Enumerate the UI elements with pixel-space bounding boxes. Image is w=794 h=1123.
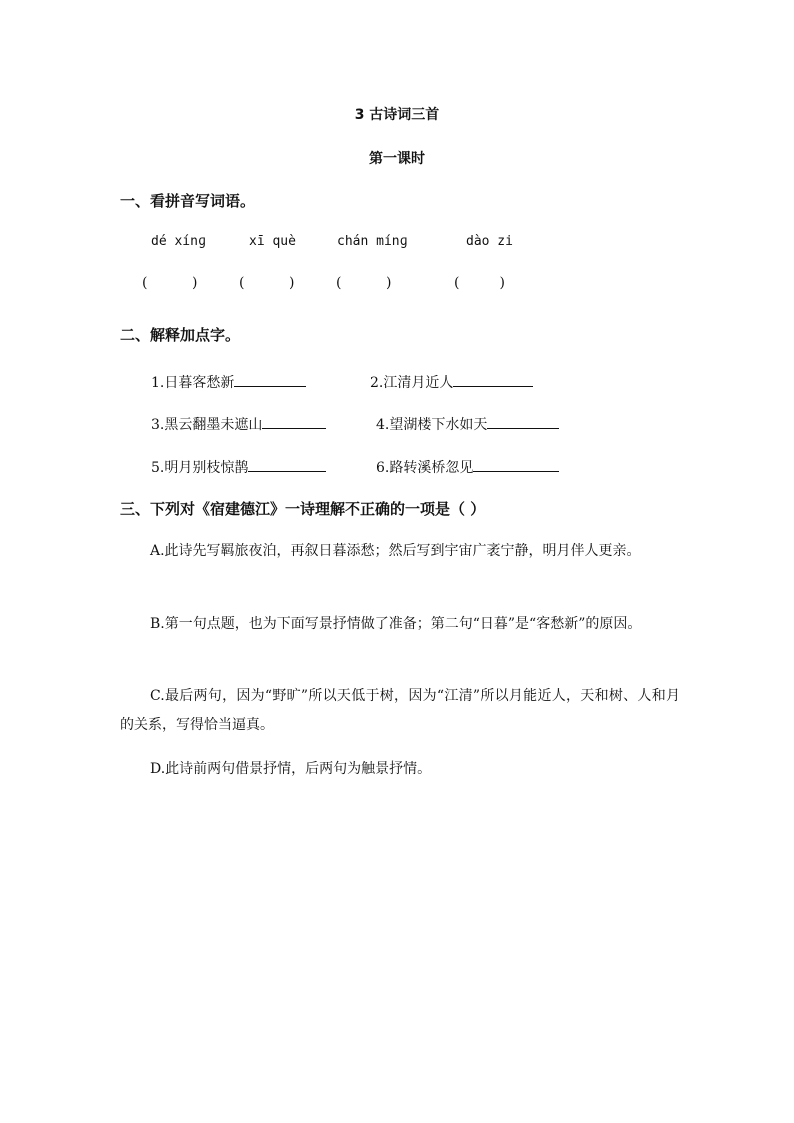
explain-blank-6[interactable] [473,458,559,472]
explain-item-text: 1.日暮客愁新 [151,375,235,391]
choice-option-a[interactable]: A.此诗先写羁旅夜泊，再叙日暮添愁；然后写到宇宙广袤宁静，明月伴人更亲。 [150,543,641,559]
section-1-heading: 一、看拼音写词语。 [120,192,256,210]
explain-item-5 [151,457,326,477]
choice-option-b[interactable]: B.第一句点题，也为下面写景抒情做了准备；第二句“日暮”是“客愁新”的原因。 [150,616,642,632]
explain-item-6 [376,457,559,477]
explain-item-4 [376,414,559,434]
choice-option-c[interactable]: C.最后两句，因为“野旷”所以天低于树，因为“江清”所以月能近人，天和树、人和月的关系，写得恰当逼真。 [120,688,680,733]
explain-item-text: 3.黑云翻墨未遮山 [151,417,263,433]
answer-blank-4[interactable]: ( ) [454,275,505,291]
section-2-heading: 二、解释加点字。 [120,326,241,344]
pinyin-3: chán mínɡ [337,234,408,249]
explain-blank-5[interactable] [248,458,326,472]
explain-blank-4[interactable] [487,415,559,429]
lesson-title: 3 古诗词三首 [354,107,440,123]
answer-blank-3[interactable]: ( ) [336,275,392,291]
explain-blank-3[interactable] [262,415,326,429]
explain-item-1 [151,372,306,392]
explain-item-text: 2.江清月近人 [370,375,454,391]
section-3-heading: 三、下列对《宿建德江》一诗理解不正确的一项是（ ） [120,500,486,518]
explain-blank-2[interactable] [453,373,533,387]
explain-item-3 [151,414,326,434]
answer-blank-1[interactable]: ( ) [142,275,198,291]
pinyin-4: dào zi [466,234,513,249]
explain-item-text: 5.明月别枝惊鹊 [151,460,249,476]
answer-blank-2[interactable]: ( ) [239,275,295,291]
lesson-subtitle: 第一课时 [369,151,425,167]
pinyin-2: xī què [249,234,296,249]
choice-option-d[interactable]: D.此诗前两句借景抒情，后两句为触景抒情。 [150,761,432,777]
pinyin-1: dé xínɡ [151,234,206,249]
explain-item-2 [370,372,533,392]
explain-blank-1[interactable] [234,373,306,387]
explain-item-text: 4.望湖楼下水如天 [376,417,488,433]
explain-item-text: 6.路转溪桥忽见 [376,460,474,476]
